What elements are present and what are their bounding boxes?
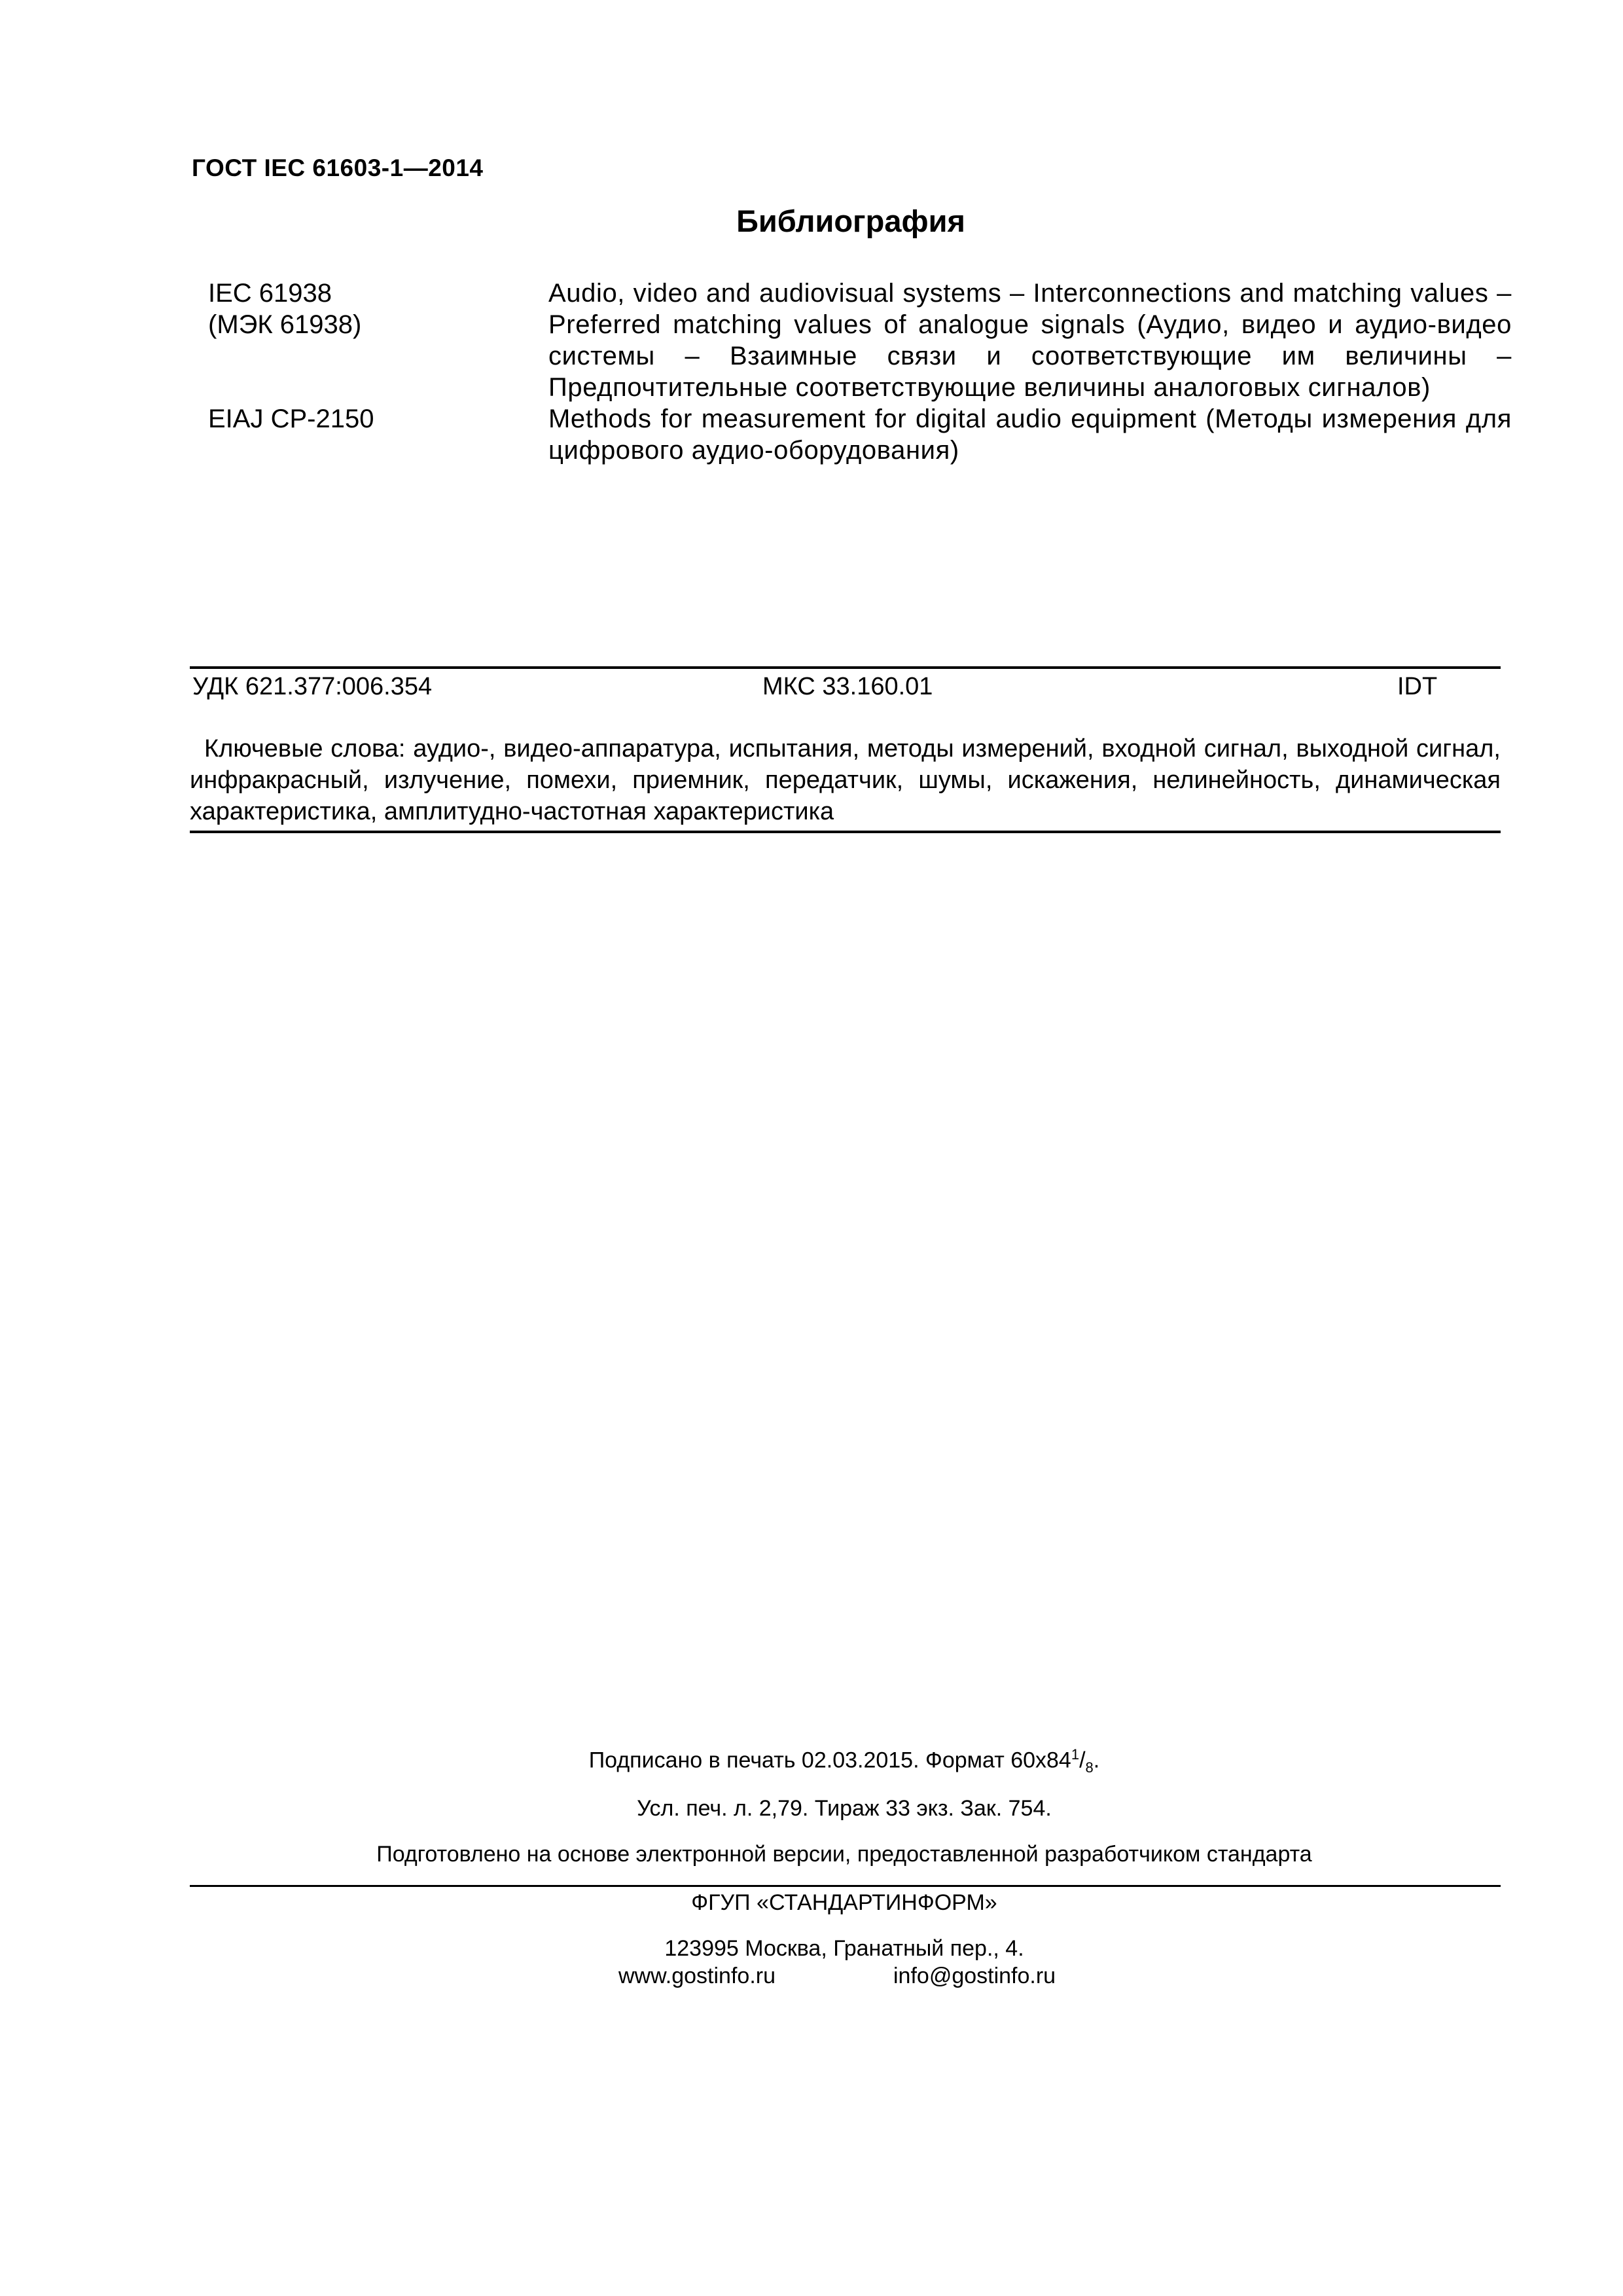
email-link[interactable]: info@gostinfo.ru	[893, 1964, 1056, 1988]
bibliography-entry	[208, 403, 1512, 466]
divider-line	[190, 666, 1501, 669]
publisher-address: 123995 Москва, Гранатный пер., 4.	[664, 1936, 1024, 1961]
format-subscript: 8	[1085, 1759, 1094, 1776]
bibliography-title: Библиография	[736, 204, 965, 238]
bibliography-reference: EIAJ CP-2150	[208, 404, 374, 433]
imprint-prepared-note: Подготовлено на основе электронной версии, предоставленной разработчиком стандарта	[376, 1842, 1312, 1867]
website-link[interactable]: www.gostinfo.ru	[618, 1964, 776, 1988]
bibliography-entry	[208, 278, 1512, 403]
mks-code: МКС 33.160.01	[762, 673, 933, 700]
udk-code: УДК 621.377:006.354	[192, 673, 433, 700]
imprint-signed-line: Подписано в печать 02.03.2015. Формат $60х84^1/_8$.	[588, 1746, 1100, 1776]
idt-label: IDT	[1397, 673, 1438, 700]
imprint-signed-text: Подписано в печать 02.03.2015. Формат 60х84	[588, 1748, 1071, 1773]
divider-line	[190, 1885, 1501, 1887]
bibliography-description: Methods for measurement for digital audio equipment (Методы измерения для цифрового аудио-оборудования)	[548, 404, 1512, 465]
format-suffix: .	[1093, 1748, 1100, 1773]
document-code: ГОСТ IEC 61603-1—2014	[192, 154, 484, 181]
classification-row	[190, 673, 1501, 709]
bibliography-reference: IEC 61938 (МЭК 61938)	[208, 279, 362, 339]
publisher-name: ФГУП «СТАНДАРТИНФОРМ»	[691, 1890, 997, 1915]
imprint-print-sheets: Усл. печ. л. 2,79. Тираж 33 экз. Зак. 754.	[637, 1796, 1052, 1821]
divider-line	[190, 831, 1501, 833]
keywords-text: Ключевые слова: аудио-, видео-аппаратура, испытания, методы измерений, входной сигнал, выходной сигнал, инфракрасный, излучение, помехи, приемник, передатчик, шумы, искажения, нелинейность, динамическая характеристика, амплитудно-частотная характеристика	[190, 735, 1501, 825]
format-superscript: 1	[1071, 1746, 1080, 1763]
bibliography-description: Audio, video and audiovisual systems – Interconnections and matching values – Preferred matching values of analogue signals (Аудио, видео и аудио-видео системы – Взаимные связи и соответствующие им величины – Предпочтительные соответствующие величины аналоговых сигналов)	[548, 279, 1512, 402]
bibliography-list	[208, 278, 1512, 466]
